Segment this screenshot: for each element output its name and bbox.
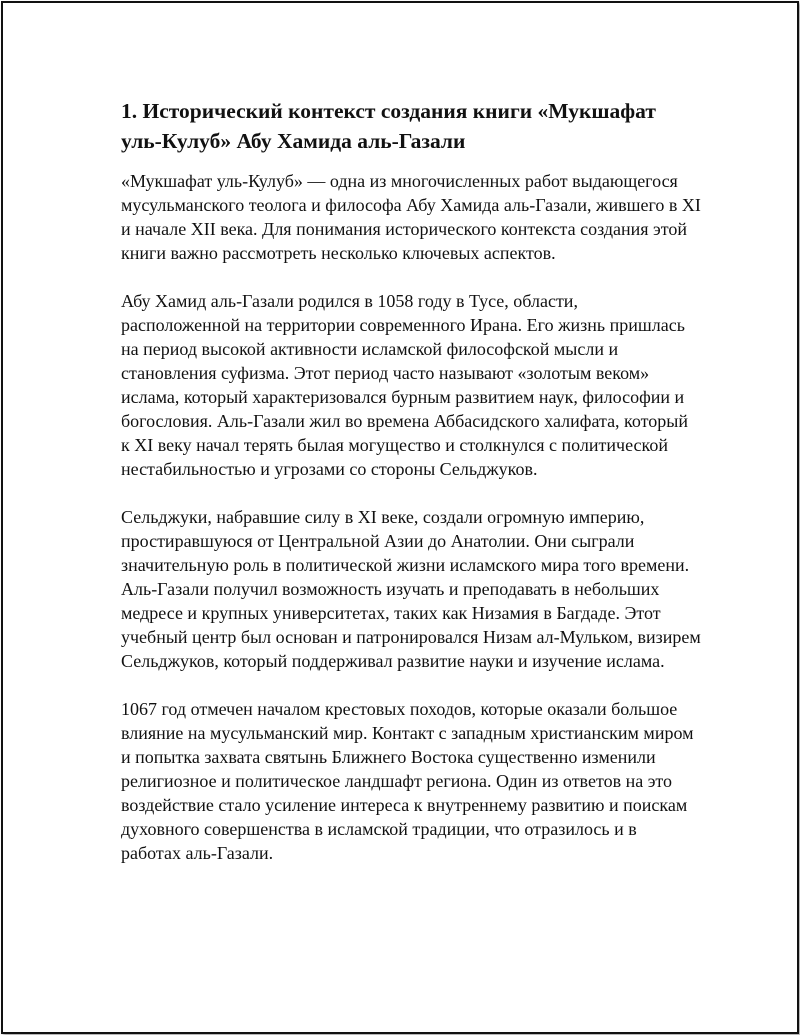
paragraph-biography: Абу Хамид аль-Газали родился в 1058 году в Тусе, области, расположенной на территории современного Ирана. Его жизнь пришлась на период высокой активности исламской философской мысли и становления суфизма. Этот период часто называют «золотым веком» ислама, который характеризовался бурным развитием наук, философии и богословия. Аль-Газали жил во времена Аббасидского халифата, который к XI веку начал терять былая могущество и столкнулся с политической нестабильностью и угрозами со стороны Сельджуков.	[121, 291, 689, 479]
document-body	[121, 96, 701, 889]
paragraph-crusades: 1067 год отмечен началом крестовых походов, которые оказали большое влияние на мусульманский мир. Контакт с западным христианским миром и попытка захвата святынь Ближнего Востока существенно изменили религиозное и политическое ландшафт региона. Один из ответов на это воздействие стало усиление интереса к внутреннему развитию и поискам духовного совершенства в исламской традиции, что отразилось и в работах аль-Газали.	[121, 699, 694, 863]
paragraph-intro: «Мукшафат уль-Кулуб» — одна из многочисленных работ выдающегося мусульманского теолога и философа Абу Хамида аль-Газали, жившего в XI и начале XII века. Для понимания исторического контекста создания этой книги важно рассмотреть несколько ключевых аспектов.	[121, 171, 701, 263]
page-frame	[1, 1, 799, 1034]
paragraph-seljuks: Сельджуки, набравшие силу в XI веке, создали огромную империю, простиравшуюся от Центральной Азии до Анатолии. Они сыграли значительную роль в политической жизни исламского мира того времени. Аль-Газали получил возможность изучать и преподавать в небольших медресе и крупных университетах, таких как Низамия в Багдаде. Этот учебный центр был основан и патронировался Низам ал-Мульком, визирем Сельджуков, который поддерживал развитие науки и изучение ислама.	[121, 507, 701, 671]
section-heading: 1. Исторический контекст создания книги «Мукшафат уль-Кулуб» Абу Хамида аль-Газали	[121, 99, 656, 153]
